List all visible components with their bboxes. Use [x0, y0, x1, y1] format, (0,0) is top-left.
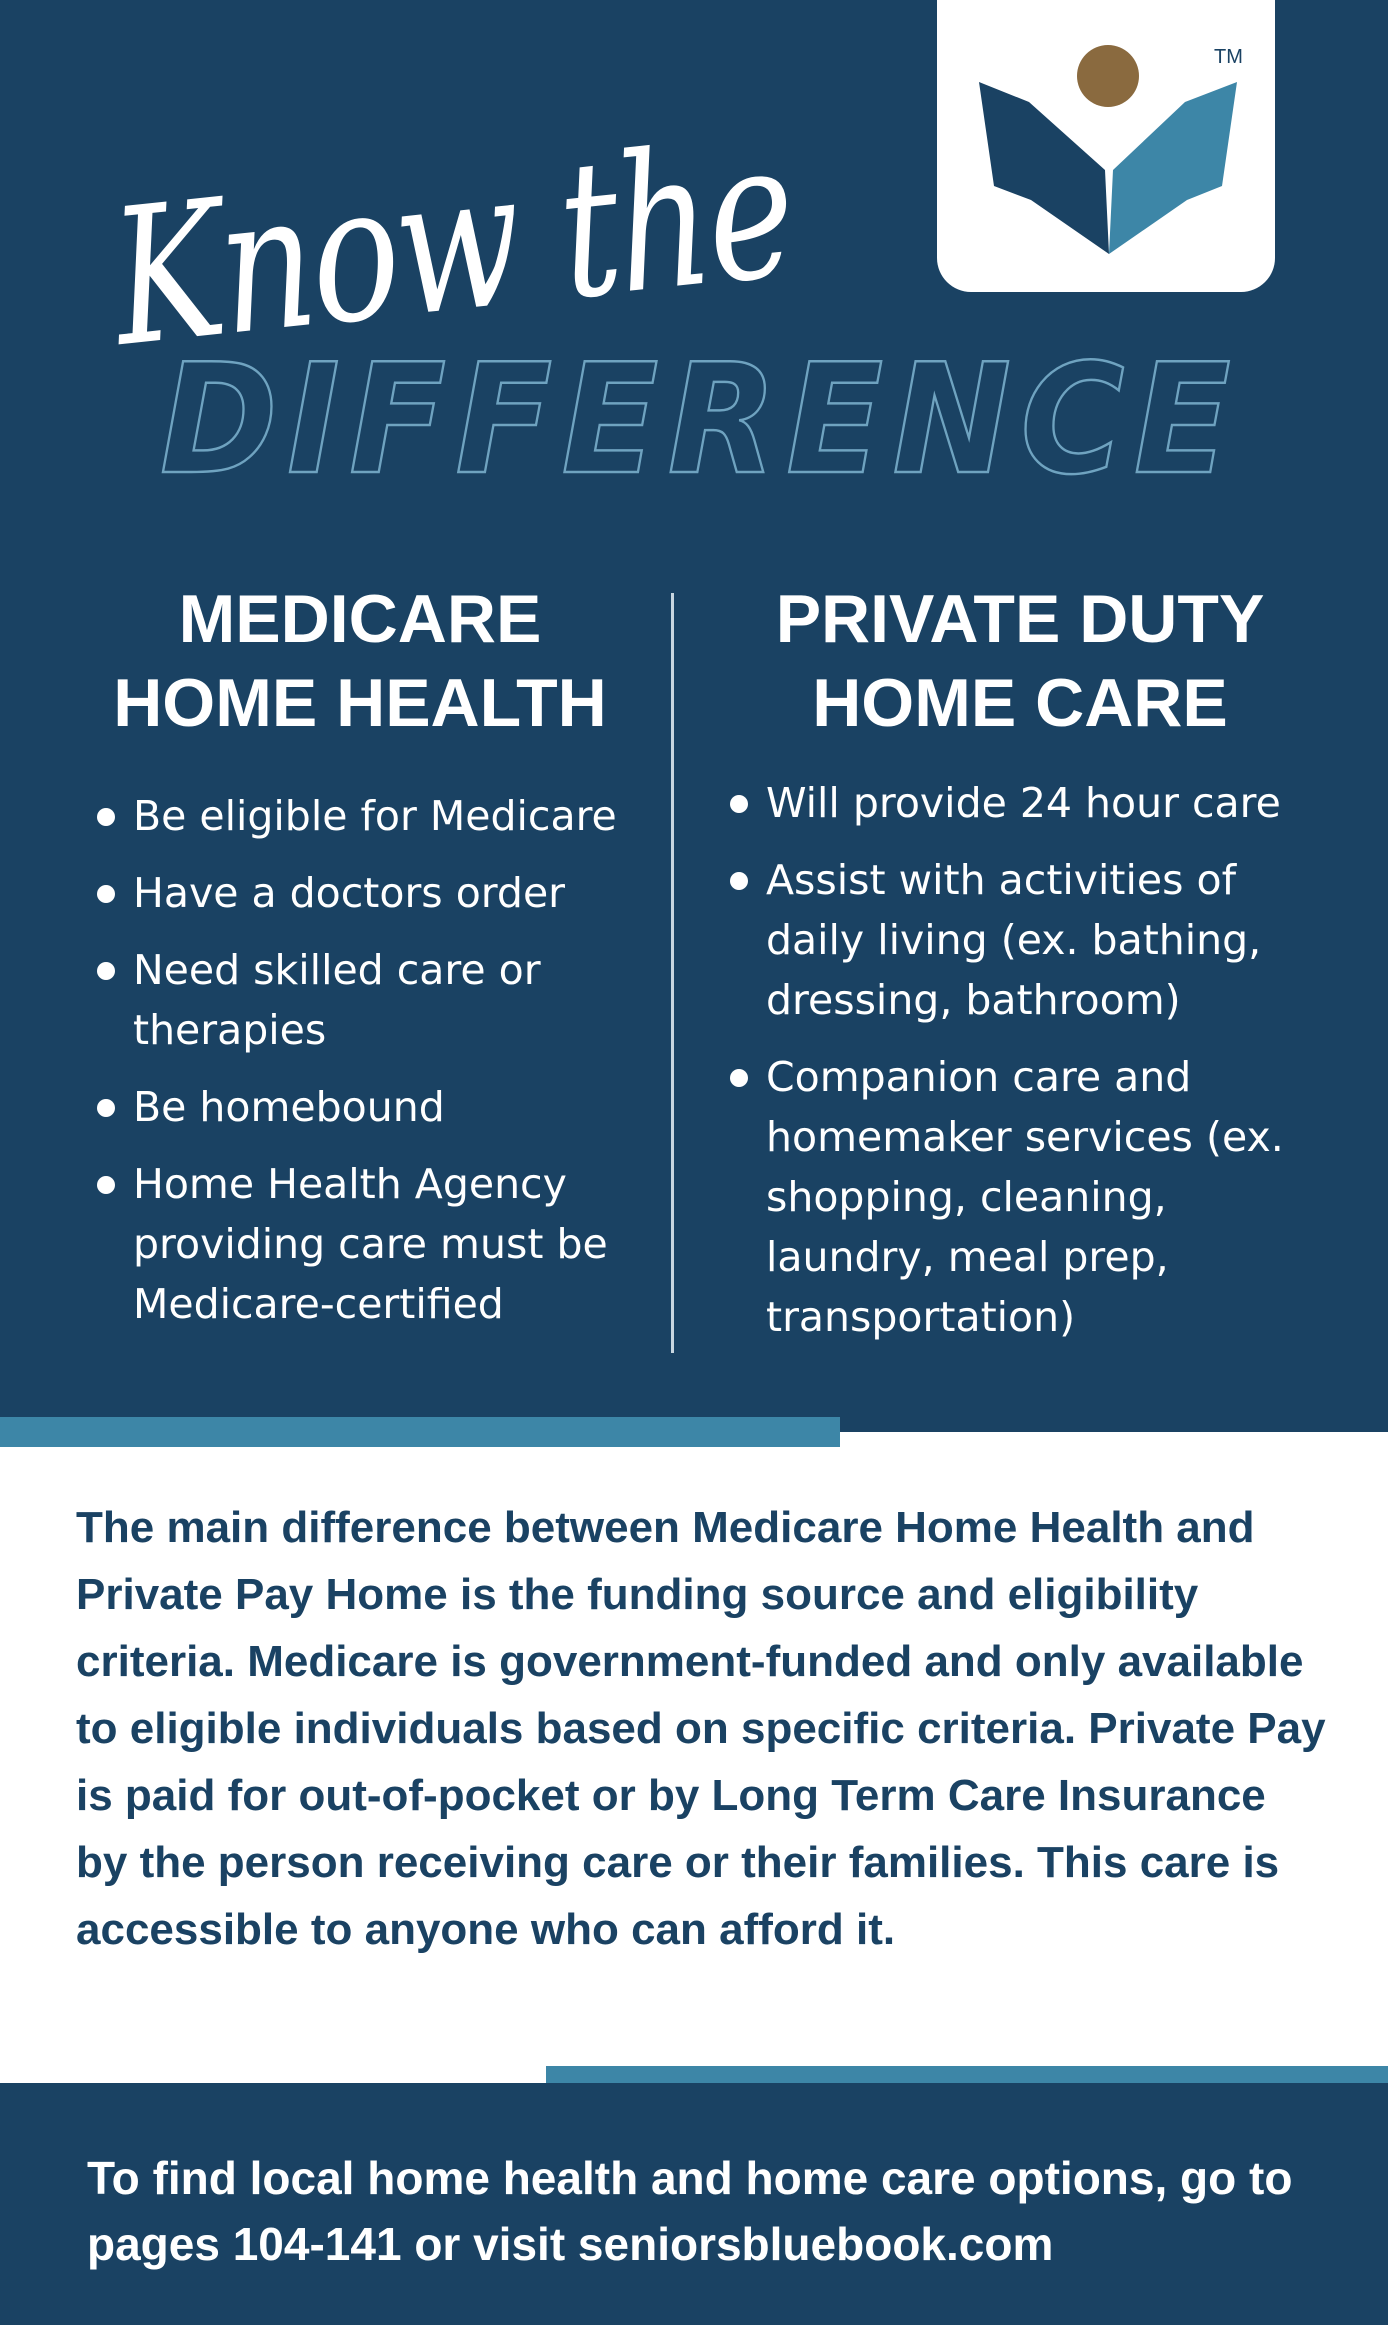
difference-text: DIFFERENCE — [160, 331, 1240, 508]
medicare-criteria-list — [97, 786, 657, 1351]
title-line: PRIVATE DUTY — [775, 581, 1265, 657]
list-item: Companion care and homemaker services (ex. shopping, cleaning, laundry, meal prep, transportation) — [730, 1047, 1320, 1347]
column-divider — [671, 593, 674, 1353]
title-line: MEDICARE — [178, 581, 542, 657]
list-item: Will provide 24 hour care — [730, 773, 1320, 833]
accent-stripe — [0, 1417, 840, 1447]
open-book-person-icon — [937, 0, 1275, 292]
person-head-icon — [1077, 45, 1139, 107]
footer-text: To find local home health and home care options, go to pages 104-141 or visit seniorsbluebook.com — [87, 2152, 1293, 2270]
summary-paragraph: The main difference between Medicare Home Health and Private Pay Home is the funding source and eligibility criteria. Medicare is government-funded and only available to eligible individuals based on specific criteria. Private Pay is paid for out-of-pocket or by Long Term Care Insurance by the person receiving care or their families. This care is accessible to anyone who can afford it. — [76, 1503, 1326, 1954]
title-line: HOME HEALTH — [113, 665, 607, 741]
book-right-page-icon — [1109, 82, 1237, 254]
book-left-page-icon — [979, 82, 1109, 254]
list-item: Home Health Agency providing care must be Medicare-certified — [97, 1154, 657, 1334]
list-item: Be homebound — [97, 1077, 657, 1137]
list-item: Have a doctors order — [97, 863, 657, 923]
logo — [937, 0, 1275, 292]
trademark-mark: TM — [1214, 46, 1243, 68]
list-item: Assist with activities of daily living (ex. bathing, dressing, bathroom) — [730, 850, 1320, 1030]
private-duty-services-list — [730, 773, 1320, 1364]
know-the-text: Know the — [102, 79, 993, 389]
difference-heading — [150, 322, 1250, 508]
medicare-home-health-title — [60, 577, 660, 745]
list-item: Be eligible for Medicare — [97, 786, 657, 846]
private-duty-home-care-title — [720, 577, 1320, 745]
title-line: HOME CARE — [812, 665, 1228, 741]
list-item: Need skilled care or therapies — [97, 940, 657, 1060]
